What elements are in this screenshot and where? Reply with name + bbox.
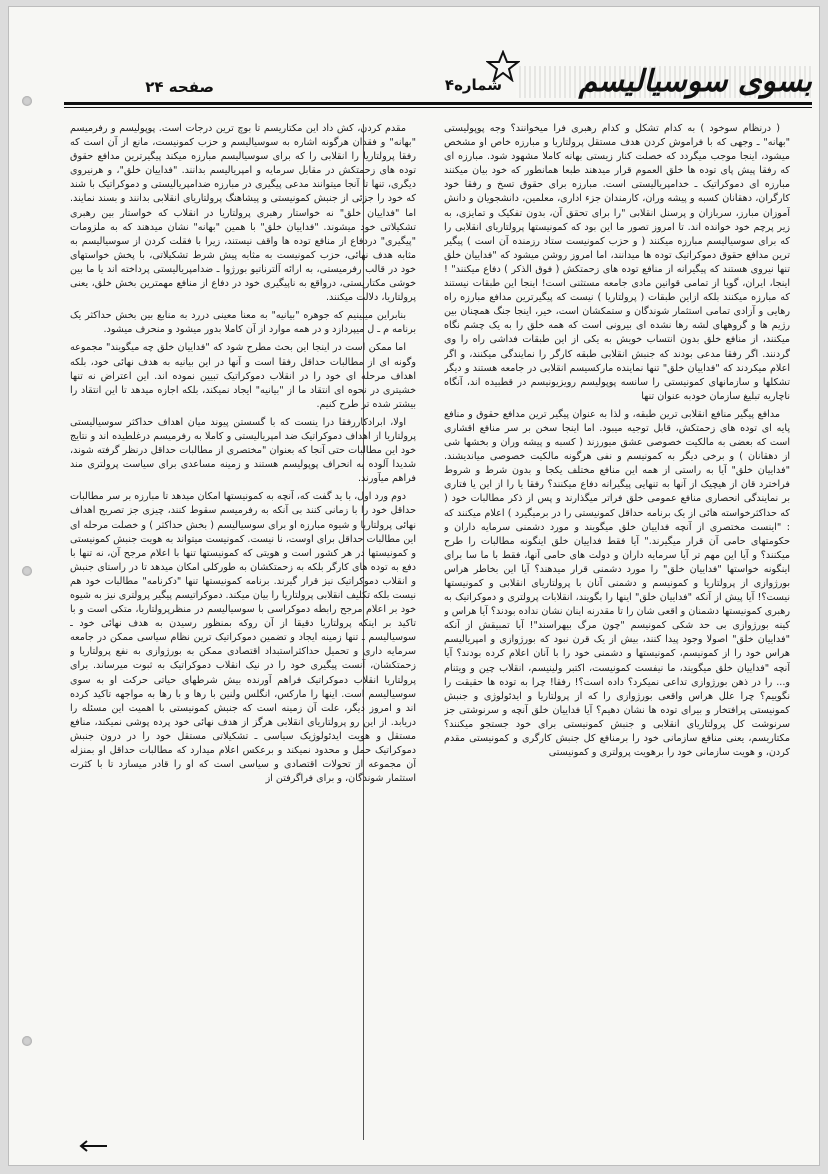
paragraph: اما ممکن است در اینجا این بحث مطرح شود که "فداییان خلق چه میگویند" مجموعه وگونه ای از مطالبات حداقل رفقا است و آنها در این بیانیه به هدف نهائی خود، بلکه اهداف مرحله ای خود را در انقلاب دموکراتیک تبیین نموده اند. این اعتراض نه تنها خشیتری در نحوه ای انتقاد ما از "بیانیه" ایجاد نمیکند، بلکه اجازه میدهد تا این انتقاد را بیشتر شده تر طرح کنیم. bbox=[70, 342, 416, 410]
issue-number: شماره۴ bbox=[444, 76, 502, 94]
paragraph: دوم ورد اول، با ید گفت که، آنچه به کمونیستها امکان میدهد تا مبارزه بر سر مطالبات حداقل خود را با زمانی کنند بی آنکه به رفرمیسم سقوط کنند، چیزی جز تصریح اهداف نهائی پرولتاریا و شیوه مبارزه او برای سوسیالیسم ( بخش حداکثر ) و خصلت مرحله ای این مطالبات حداقل برای اوست، نا نیست. کمونیست میتواند به هویت جنبش کمونیستی و کمونیستها در هر کشور است و هویتی که کمونیستها تنها با اعلام مرجح آن، نه تنها با دفع به توده های کارگر بلکه به زحمتکشان به طورکلی امکان میدهد تا در راستای جنبش و انقلاب دموکراتیک نیز قرار گیرند. برنامه کمونیستها تنها "دکرنامه" مطالبات خود هم نیست بلکه تکلیف انقلابی پرولتاریا را بیان میکند. دموکراتیسم پیگیر پرولتری نیز به شیوه خود بر اعلام مرجح رابطه دموکراسی با سوسیالیسم در منظرپرولتاریا، متکی است و با تاکید بر اینکه پرولتاریا دقیقا از آن روکه بمنظور رسیدن به هدف نهائی خود ـ سوسیالیسم ـ تنها زمینه ایجاد و تضمین دموکراتیک ترین نظام سیاسی ممکن در جامعه سرمایه داری و تحمیل حداکثراستبداد اقتصادی ممکن به بورژوازی به نفع پرولتاریا و زحمتکشان، آنست پیگیری خود را در نیک انقلاب دموکراتیک به ثبوت میرساند. برای پرولتاریا انقلاب دموکراتیک فراهم آورنده بیش شرطهای حیاتی حرکت او به سوی سوسیالیسم است. اینها را مارکس، انگلس ولنین با رها و با رها به مواجهه تاکید کرده اند و امروز دیگر، علت آن زمینه است که جنبش کمونیستی با اهمیت این مسئله را دریابد. از این رو پرولتاریای انقلابی هرگز از هدف نهائی خود پرده پوشی نمیکند، منافع مستقل و هویت ایدئولوژیک سیاسی ـ تشکیلاتی مستقل خود را در درون جنبش دموکراتیک حمل و محدود نمیکند و برعکس اعلام میدارد که مطالبات حداقل او بمنزله آن مجموعه از تحولات اقتصادی و سیاسی است که او را قادر میسازد تا با کثرت استثمار شوندگان، و برای فراگرفتن از bbox=[70, 491, 416, 785]
page-header bbox=[8, 6, 820, 124]
article-column-right bbox=[444, 122, 790, 1142]
header-rule-thin bbox=[64, 107, 812, 108]
paragraph: مدافع پیگیر منافع انقلابی ترین طبقه، و لذا به عنوان پیگیر ترین مدافع حقوق و منافع پایه ای توده های زحمتکش، قابل توجیه میبود. اما اینجا سخن بر سر منافع اقشاری است که بعضی به مالکیت خصوصی عشق میورزند ( کسبه و پیشه وران و بخشها شی از دهقانان ) و برخی دیگر به کمونیسم و نفی هرگونه مالکیت خصوصی میاندیشند. "فداییان خلق" آیا به راستی از همه این منافع مختلف یکجا و بدون شرط و شروط فراخترد قان از هیچیک از آنها به تنهایی پیگیرانه دفاع میکنند؟ رفقا یا را از این یا فتاری بر نمایندگی انحصاری منافع عمومی خلق فراتر میگذارند و پس از ذکر مطالبات خود ( که حداکثرخواسته هائی از یک برنامه حداقل کمونیستی را در برمیگیرد ) اعلام میکنند که : "اینست مختصری از آنچه فداییان خلق میگویند و مورد دشمنی سرمایه داران و حکومتهای حامی آن قرار میگیرند." آیا فقط فداییان خلق اینگونه مطالبات را طرح میکنند؟ و آیا این مهم تر آیا سرمایه داران و دولت های حامی آنها، فقط با ما سا برای اینگونه خواستها "فداییان خلق" را مورد دشمنی قرار میدهند؟ آیا این بخاطر هراس بورژوازی از پرولتاریا و کمونیسم و دشمنی آنان با پرولتاریای انقلابی و کمونیستها نیست؟! آیا پیش از آنکه "فداییان خلق" اینها را بگویند، انقلابات پرولتری و دموکراتیک به رهبری کمونیستها دشمنان و اقعی شان را تا مقدرنه اینان نشان نداده بودند؟ آیا هراس و کینه بورژوازی بی حد شکی کمونیسم "چون مرگ بیهراسند"! آیا تمبیقش از آنکه "فداییان خلق" اصولا وجود پیدا کنند، بیش از یک قرن نبود که بورژوازی و امپریالیسم هراس خود را از کمونیسم، کمونیستها و دشمنی خود را با آنان اعلام کرده بودند؟ آیا آنچه "فداییان خلق میگویند، ما نیفست کمونیست، اکتبر ولینیسم، انقلاب چین و ویتنام و... را در ذهن بورژوازی تداعی نمیکرد؟ داده است؟! رفقا! چرا به توده ها حقیقت را نگوییم؟ چرا علل هراس واقعی بورژوازی را که از پرولتاریا و ایدئولوژی و جنبش کمونیستی پرافتخار و بیرای توده ها نشان دهیم؟ آیا فداییان خلق آنچه و سرنوشتی جز سرنوشت کل پرولتاریای انقلابی و جنبش کمونیستی برای خود جستجو میکنند؟ مکتاریسم، یعنی منافع سازمانی خود را برمنافع کل جنبش کارگری و کمونیستی مقدم کردن، و هویت سازمانی خود را برهویت پرولتری و کمونیستی bbox=[444, 408, 790, 759]
punch-hole bbox=[22, 566, 32, 576]
page-number: صفحه ۲۴ bbox=[145, 78, 214, 96]
article-body bbox=[70, 122, 790, 1142]
paragraph: ( درنظام سوخود ) به کدام تشکل و کدام رهبری فرا میخوانند؟ وجه پوپولیستی "بهانه" ـ وجهی که با فراموش کردن هدف مستقل پرولتاریا و مبارزه خاص او مشخص میشود، اینجا موجب میگردد که خصلت کنار زیستی بهانه کاملا مشهود شود. مبارزه ای که رفقا پیش پای توده ها خلق العموم قرار میدهند طبعا همانطور که خود بیان میکنند مبارزه ای دموکراتیک ـ خدامپریالیستی است. مبارزه برای حقوق تسخ و رفقا خود کارگران، دهقانان کسبه و پیشه وران، کارمندان جزء اداری، معلمین، دانشجویان و دانش آموزان مبارز، سربازان و پرسنل انقلابی "را برای تحقق آن، بدون تفکیک و تمایزی، به زیر پرچم خود خوانده اند. تا امروز تصور ما این بود که کمونیستها پرولتاریای انقلابی را که برای سوسیالیسم مبارزه میکنند ( و حزب کمونیست ستاد رزمنده آن است ) پیگیر ترین مدافع حقوق دموکراتیک توده ها میدانند، اما امروز روشن میشود که "فداییان خلق تنها نیروی هستند که پیگیرانه از منافع توده های زحمتکش ( فوق الذکر ) دفاع میکنند" ! اینجا، ایران، گویا از تمامی قوانین مادی جامعه مستثنی است! اینجا این طبقات نیستند که مبارزه میکنند بلکه ازاین طبقات ( پرولتاریا ) نیست که پیگیرترین مدافع مبارزه راه رهایی و آزادی تمامی استثمار شوندگان و ستمکشان است، خیر، اینجا جنگ همچنان بین رژیم ها و گروههای لشه رها نشده ای بیرونی است که همه خلق را به یک چشم نگاه میکنند، از منافع خلق بدون انتساب خویش به یکی از این طبقات فداشی راه را وی گردنند. اگر رفقا مدعی بودند که جنبش انقلابی طبقه کارگر را نمایندگی میکنند، و اگر اعلام میکردند که "فداییان خلق" تنها نماینده مارکسیسم انقلابی در جامعه هستند و دیگر تشکلها و سازمانهای کمونیستی را سانسه پوپولیسم رویزیونیسم در قطبیده اند، آنگاه ناچاریه تبلیغ سازمان خودبه عنوان تنها bbox=[444, 123, 790, 402]
paragraph: بنابراین میبینیم که جوهره "بیانیه" به معنا معینی دررد به منابع بین بخش حداکثر یک برنامه م ـ ل میپردازد و در همه موارد از آن کاملا بدور میشود و منحرف میشود. bbox=[70, 310, 416, 336]
paragraph: مقدم کردن، کش داد این مکتاریسم تا بوچ ترین درجات است. پوپولیسم و رفرمیسم "بهانه" و فقدان هرگونه اشاره به سوسیالیسم و حزب کمونیست، مانع از آن است که رفقا پرولتاریا را انقلابی را که برای سوسیالیسم مبارزه میکند پیگیرترین مدافع حقوق توده های زحمتکش در مقابل سرمایه و امپریالیسم بدانند. "فداییان خلق"، و هرنیروی دیگری، تنها تا آنجا میتوانند مدعی پیگیری در مبارزه ضدامپریالیستی و دموکراتیک با شند که خود را جزئی از جنبش کمونیستی و پیشاهنگ پرولتاریای انقلابی بدانند و بسند نمایند. اما "فداییان خلق" نه خواستار رهبری پرولتاریا در انقلاب که خواستار بین رهبری تشکیلاتی خود میشوند. "فداییان خلق" با همین "بهانه" نشان میدهند که به ملزومات "پیگیری" دردفاع از منافع توده ها واقف نیستند، زیرا با فقلت کردن از سوسیالیسم به مثابه هدف نهائی، حزب کمونیست به مثابه پیش شرط تشکیلاتی، با پخش خواستهای خود در قالب رفرمیستی، به ارائه آلترناتیو بورژوا ـ ضدامپریالیستی پرداخته اند یا ما بین خوشی مکتاریستی، درواقع به ناپیگیری خود در دفاع از منافع مهمترین بخش خلق، یعنی پرولتاریا، دلالت میکنند. bbox=[70, 123, 416, 304]
paragraph: اولا، ابرادکاررفقا درا ینست که با گسستن پیوند میان اهداف حداکثر سوسیالیستی پرولتاریا از اهداف دموکراتیک ضد امپریالیستی و کاملا به رفرمیسم درغلطیده اند و نتایج خود این مطالبات حتی آنجا که بعنوان "مختصری از مطالبات حداقل درنظر گرفته شوند، شدیدا آلوده به انحراف پوپولیسم هستند و زمینه مساعدی برای سیاست پرولتری مند فراهم میآورند. bbox=[70, 416, 416, 485]
document-page bbox=[8, 6, 820, 1166]
article-column-left bbox=[70, 122, 416, 1142]
masthead-title: بسوی سوسیالیسم bbox=[578, 64, 812, 99]
punch-hole bbox=[22, 1036, 32, 1046]
header-rule bbox=[64, 102, 812, 105]
arrow-left-icon bbox=[78, 1140, 108, 1154]
